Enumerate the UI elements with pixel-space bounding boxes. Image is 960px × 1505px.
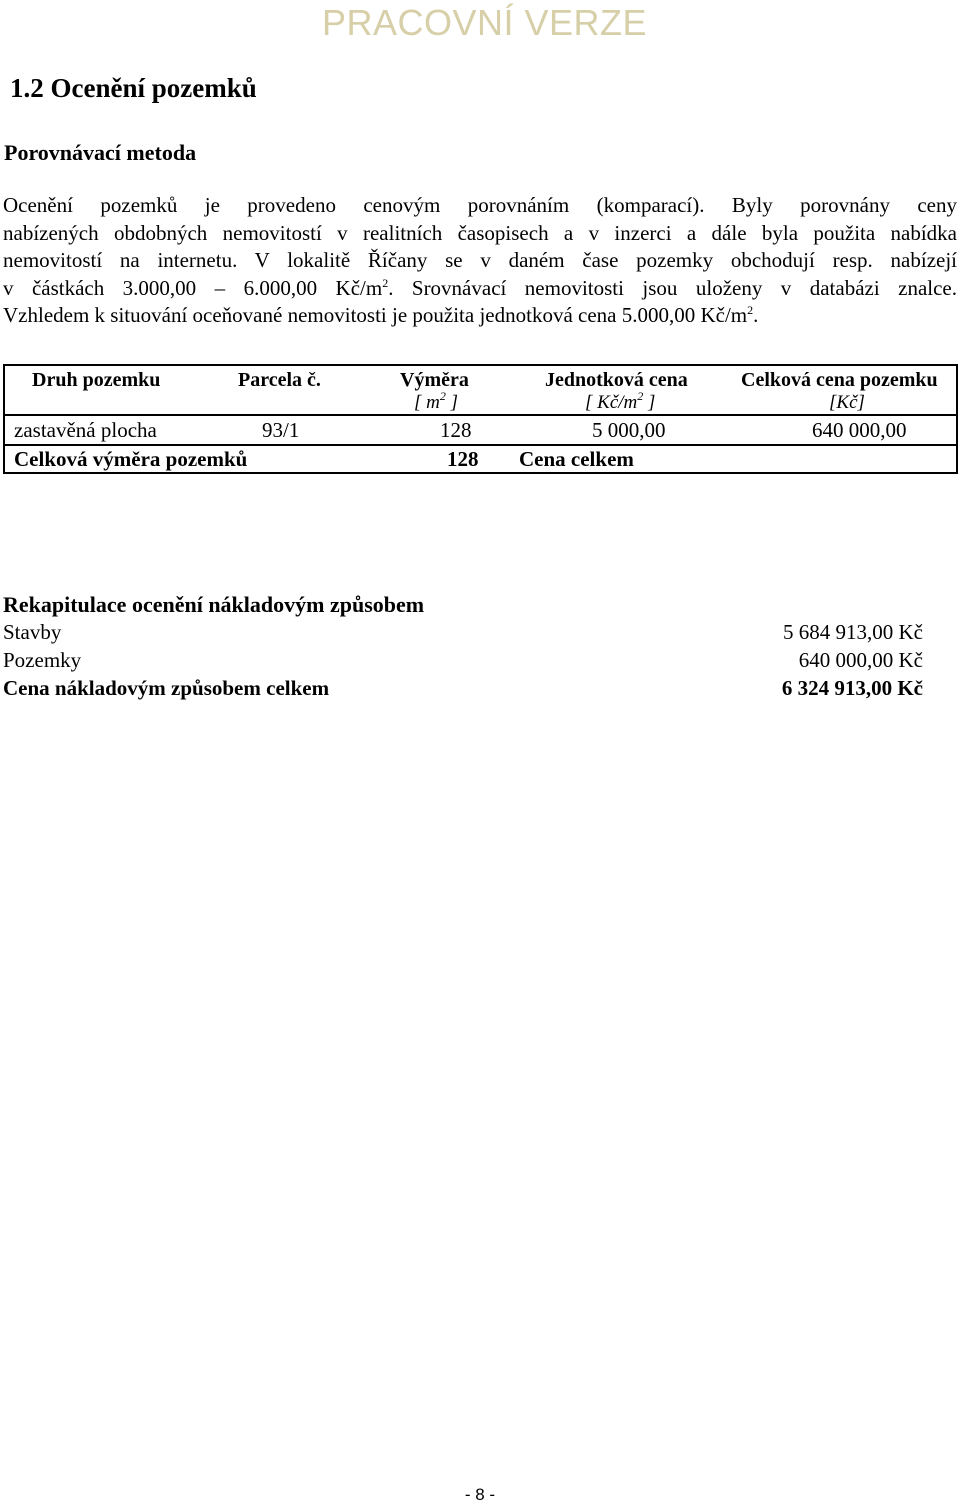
method-title: Porovnávací metoda [4, 140, 197, 165]
header-celkova: Celková cena pozemku [741, 369, 938, 391]
unit-text: [ m [414, 392, 440, 413]
total-cena-label: Cena celkem [519, 447, 634, 471]
recap-title: Rekapitulace ocenění nákladovým způsobem [3, 592, 425, 617]
unit-celkova: [Kč] [829, 392, 865, 413]
paragraph-line: nemovitostí na internetu. V lokalitě Říčany se v daném čase pozemky obchodují resp. nabízejí [3, 248, 957, 272]
superscript: 2 [637, 389, 644, 403]
method-paragraph [3, 192, 957, 330]
cell-celkova: 640 000,00 [812, 418, 907, 442]
superscript: 2 [439, 389, 446, 403]
paragraph-text: . [753, 303, 759, 327]
table-border-left [3, 364, 5, 474]
header-vymera: Výměra [400, 369, 469, 391]
recap-label: Stavby [3, 620, 62, 644]
total-vymera: 128 [447, 447, 479, 471]
recap-value: 6 324 913,00 Kč [781, 676, 923, 700]
cell-jednotkova: 5 000,00 [592, 418, 666, 442]
unit-jednotkova [585, 389, 656, 414]
superscript: 2 [747, 303, 754, 317]
cell-druh: zastavěná plocha [14, 418, 157, 442]
header-parcela: Parcela č. [238, 369, 321, 391]
table-border-bottom [3, 472, 958, 474]
table-row-divider [3, 414, 958, 416]
paragraph-line [3, 275, 957, 303]
recap-label: Cena nákladovým způsobem celkem [3, 676, 330, 700]
watermark: PRACOVNÍ VERZE [322, 2, 648, 43]
recap-label: Pozemky [3, 648, 82, 672]
unit-text: [ Kč/m [585, 392, 638, 413]
table-border-top [3, 364, 958, 366]
cell-parcela: 93/1 [262, 418, 300, 442]
paragraph-text: Vzhledem k situování oceňované nemovitosti je použita jednotková cena 5.000,00 Kč/m [3, 303, 748, 327]
table-border-right [956, 364, 958, 474]
table-row-divider [3, 444, 958, 446]
superscript: 2 [382, 275, 389, 290]
paragraph-text: . Srovnávací nemovitosti jsou uloženy v databázi znalce. [388, 275, 958, 300]
unit-text: ] [643, 392, 656, 413]
paragraph-line: Ocenění pozemků je provedeno cenovým porovnáním (komparací). Byly porovnány ceny [3, 193, 957, 217]
header-jednotkova: Jednotková cena [545, 369, 688, 391]
recap-value: 640 000,00 Kč [798, 648, 923, 672]
recap-value: 5 684 913,00 Kč [783, 620, 923, 644]
paragraph-line [3, 302, 957, 330]
cell-vymera: 128 [440, 418, 472, 442]
paragraph-line: nabízených obdobných nemovitostí v realitních časopisech a v inzerci a dále byla použita nabídka [3, 220, 957, 245]
section-title: 1.2 Ocenění pozemků [10, 73, 257, 103]
unit-vymera [414, 389, 459, 414]
paragraph-text: v částkách 3.000,00 – 6.000,00 Kč/m [3, 275, 383, 300]
page-number: - 8 - [464, 1485, 496, 1504]
unit-text: ] [445, 392, 459, 413]
total-label: Celková výměra pozemků [14, 447, 248, 471]
header-druh: Druh pozemku [32, 369, 161, 391]
